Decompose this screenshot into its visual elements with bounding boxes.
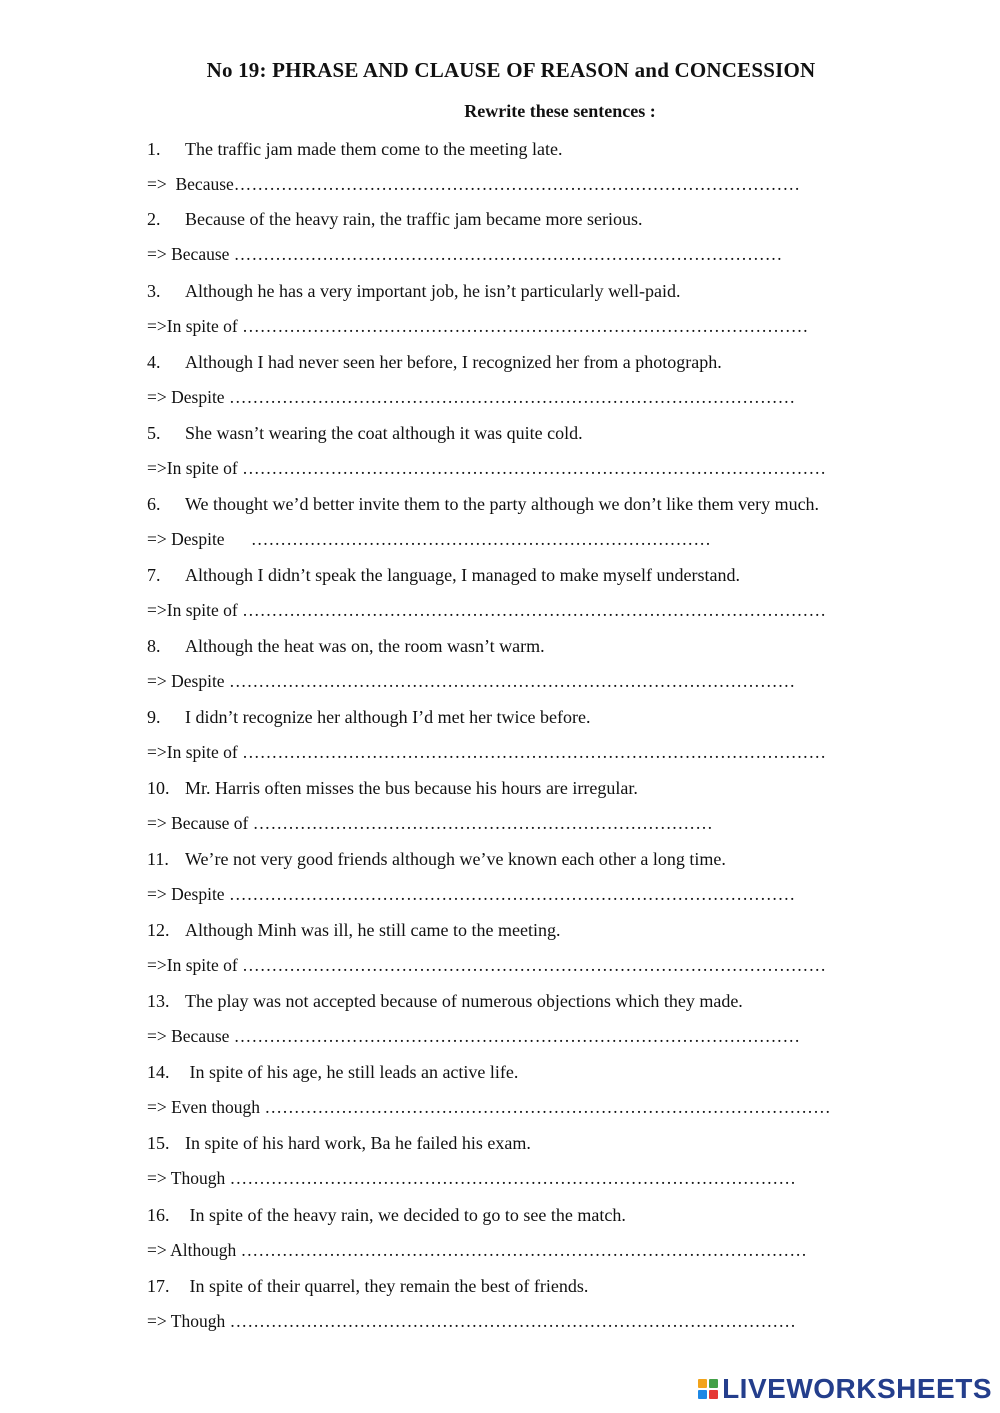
question-number: 5. (147, 423, 161, 443)
question-sentence: We thought we’d better invite them to the party although we don’t like them very much. (185, 494, 820, 514)
question-sentence: Although he has a very important job, he isn’t particularly well-paid. (185, 281, 681, 301)
question-sentence: Because of the heavy rain, the traffic jam became more serious. (185, 209, 643, 229)
answer-blank[interactable]: ……………………………………………………………………………………… (242, 955, 827, 975)
question-number: 4. (147, 352, 161, 372)
question-number: 12. (147, 920, 170, 940)
question-sentence: Although I had never seen her before, I recognized her from a photograph. (185, 352, 722, 372)
liveworksheets-logo (698, 1373, 992, 1405)
answer-prompt: =>In spite of (147, 600, 243, 620)
answer-blank[interactable]: …………………………………………………………………………………… (228, 671, 796, 691)
question-7 (147, 565, 740, 586)
answer-blank[interactable]: …………………………………………………………………………………… (229, 1168, 797, 1188)
answer-line-7[interactable] (147, 600, 826, 621)
brand-name: LIVEWORKSHEETS (722, 1373, 992, 1404)
page-title: No 19: PHRASE AND CLAUSE OF REASON and CONCESSION (206, 58, 816, 82)
question-10 (147, 778, 638, 799)
question-number: 8. (147, 636, 161, 656)
question-sentence: Although the heat was on, the room wasn’t warm. (185, 636, 545, 656)
answer-blank[interactable]: …………………………………………………………………………………… (228, 387, 796, 407)
question-number: 10. (147, 778, 170, 798)
answer-prompt: => Despite (147, 884, 229, 904)
answer-line-13[interactable] (147, 1026, 800, 1047)
answer-prompt: => Because (147, 174, 234, 194)
answer-line-14[interactable] (147, 1097, 831, 1118)
answer-blank[interactable]: …………………………………………………………………………………… (264, 1097, 831, 1117)
logo-square (709, 1379, 718, 1388)
question-sentence: The play was not accepted because of numerous objections which they made. (185, 991, 743, 1011)
answer-line-11[interactable] (147, 884, 795, 905)
answer-blank[interactable]: …………………………………………………………………………………… (233, 174, 801, 194)
answer-blank[interactable]: …………………………………………………………………………………… (233, 1026, 801, 1046)
question-2 (147, 209, 642, 230)
answer-blank[interactable]: …………………………………………………………………………………… (240, 1240, 808, 1260)
question-number: 9. (147, 707, 161, 727)
question-number: 16. (147, 1205, 170, 1225)
question-17 (147, 1276, 588, 1297)
answer-line-4[interactable] (147, 387, 795, 408)
question-9 (147, 707, 591, 728)
logo-square (709, 1390, 718, 1399)
question-6 (147, 494, 819, 515)
answer-line-17[interactable] (147, 1311, 796, 1332)
answer-line-15[interactable] (147, 1168, 796, 1189)
answer-prompt: => Even though (147, 1097, 265, 1117)
question-sentence: In spite of his age, he still leads an active life. (185, 1062, 519, 1082)
question-sentence: In spite of their quarrel, they remain the best of friends. (185, 1276, 589, 1296)
answer-blank[interactable]: ……………………………………………………………………………………… (242, 742, 827, 762)
question-number: 3. (147, 281, 161, 301)
question-number: 13. (147, 991, 170, 1011)
answer-prompt: => Despite (147, 529, 251, 549)
question-sentence: The traffic jam made them come to the meeting late. (185, 139, 563, 159)
answer-blank[interactable]: ……………………………………………………………………………………… (242, 600, 827, 620)
answer-line-9[interactable] (147, 742, 826, 763)
answer-blank[interactable]: …………………………………………………………………………………… (242, 316, 809, 336)
answer-blank[interactable]: …………………………………………………………………………………… (229, 1311, 797, 1331)
answer-line-3[interactable] (147, 316, 808, 337)
answer-prompt: => Though (147, 1168, 230, 1188)
answer-prompt: =>In spite of (147, 955, 243, 975)
question-5 (147, 423, 583, 444)
question-sentence: In spite of the heavy rain, we decided to go to see the match. (185, 1205, 626, 1225)
logo-square (698, 1379, 707, 1388)
question-3 (147, 281, 681, 302)
answer-prompt: => Although (147, 1240, 241, 1260)
answer-prompt: => Though (147, 1311, 230, 1331)
answer-line-2[interactable] (147, 244, 783, 265)
answer-blank[interactable]: …………………………………………………………………………………… (228, 884, 796, 904)
question-number: 6. (147, 494, 161, 514)
question-number: 14. (147, 1062, 170, 1082)
answer-prompt: =>In spite of (147, 458, 243, 478)
question-number: 7. (147, 565, 161, 585)
answer-blank[interactable]: ………………………………………………………………………………… (233, 244, 783, 264)
question-4 (147, 352, 722, 373)
liveworksheets-logo-icon (698, 1379, 718, 1399)
question-number: 11. (147, 849, 169, 869)
answer-blank[interactable]: ……………………………………………………………………………………… (242, 458, 827, 478)
answer-prompt: => Despite (147, 671, 229, 691)
question-sentence: I didn’t recognize her although I’d met her twice before. (185, 707, 591, 727)
question-sentence: In spite of his hard work, Ba he failed his exam. (185, 1133, 531, 1153)
question-14 (147, 1062, 518, 1083)
question-number: 17. (147, 1276, 170, 1296)
question-sentence: She wasn’t wearing the coat although it was quite cold. (185, 423, 583, 443)
answer-prompt: => Because (147, 244, 234, 264)
answer-prompt: =>In spite of (147, 316, 243, 336)
answer-prompt: => Despite (147, 387, 229, 407)
question-16 (147, 1205, 626, 1226)
answer-line-6[interactable] (147, 529, 711, 550)
answer-line-10[interactable] (147, 813, 713, 834)
question-sentence: Although I didn’t speak the language, I managed to make myself understand. (185, 565, 741, 585)
question-1 (147, 139, 563, 160)
answer-prompt: => Because (147, 1026, 234, 1046)
question-sentence: We’re not very good friends although we’ve known each other a long time. (185, 849, 726, 869)
question-sentence: Although Minh was ill, he still came to the meeting. (185, 920, 561, 940)
question-number: 2. (147, 209, 161, 229)
question-8 (147, 636, 545, 657)
question-13 (147, 991, 743, 1012)
question-11 (147, 849, 726, 870)
answer-line-8[interactable] (147, 671, 795, 692)
answer-line-1[interactable] (147, 174, 800, 195)
answer-blank[interactable]: …………………………………………………………………… (250, 529, 712, 549)
instructions: Rewrite these sentences : (464, 101, 656, 121)
logo-square (698, 1390, 707, 1399)
answer-line-12[interactable] (147, 955, 826, 976)
question-sentence: Mr. Harris often misses the bus because his hours are irregular. (185, 778, 638, 798)
answer-line-16[interactable] (147, 1240, 807, 1261)
question-number: 15. (147, 1133, 170, 1153)
answer-line-5[interactable] (147, 458, 826, 479)
answer-prompt: =>In spite of (147, 742, 243, 762)
question-number: 1. (147, 139, 161, 159)
answer-blank[interactable]: …………………………………………………………………… (252, 813, 713, 833)
question-12 (147, 920, 560, 941)
question-15 (147, 1133, 531, 1154)
answer-prompt: => Because of (147, 813, 253, 833)
